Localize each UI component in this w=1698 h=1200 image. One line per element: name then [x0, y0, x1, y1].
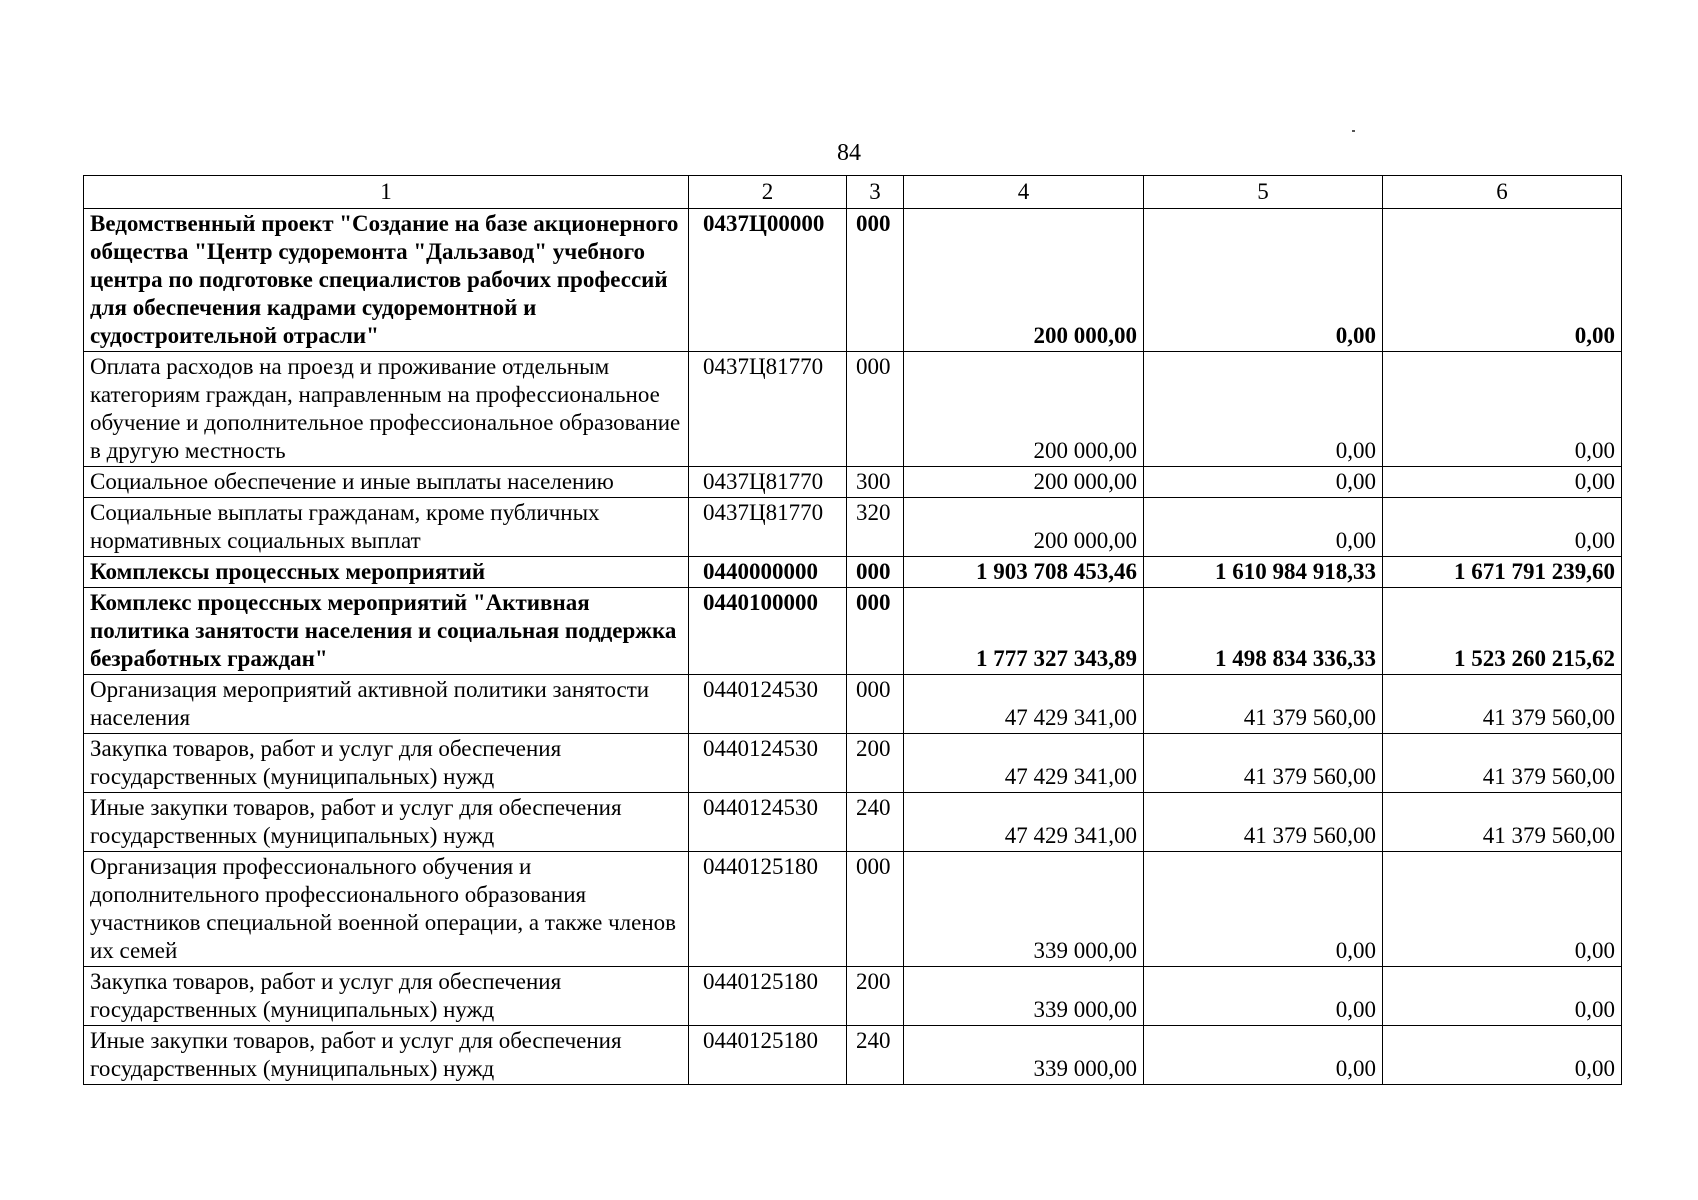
row-name: Закупка товаров, работ и услуг для обеспечения государственных (муниципальных) нужд — [84, 967, 689, 1026]
amount-col-5: 0,00 — [1144, 498, 1383, 557]
table-row — [84, 467, 1622, 498]
target-article-code: 0440000000 — [689, 557, 847, 588]
expense-type-code: 000 — [847, 588, 904, 675]
column-number-1: 1 — [84, 176, 689, 209]
amount-col-5: 0,00 — [1144, 209, 1383, 352]
row-name: Иные закупки товаров, работ и услуг для обеспечения государственных (муниципальных) нужд — [84, 793, 689, 852]
expense-type-code: 240 — [847, 1026, 904, 1085]
table-row — [84, 557, 1622, 588]
table-row — [84, 209, 1622, 352]
amount-col-6: 0,00 — [1383, 1026, 1622, 1085]
table-row — [84, 1026, 1622, 1085]
amount-col-6: 0,00 — [1383, 209, 1622, 352]
expense-type-code: 000 — [847, 209, 904, 352]
amount-col-6: 0,00 — [1383, 352, 1622, 467]
column-number-2: 2 — [689, 176, 847, 209]
amount-col-5: 41 379 560,00 — [1144, 734, 1383, 793]
target-article-code: 0437Ц81770 — [689, 467, 847, 498]
table-row — [84, 675, 1622, 734]
target-article-code: 0437Ц00000 — [689, 209, 847, 352]
page-number: 84 — [837, 140, 861, 166]
table-row — [84, 352, 1622, 467]
table-row — [84, 793, 1622, 852]
row-name: Организация профессионального обучения и дополнительного профессионального образования участников специальной военной операции, а также членов их семей — [84, 852, 689, 967]
target-article-code: 0440125180 — [689, 1026, 847, 1085]
table-row — [84, 498, 1622, 557]
row-name: Ведомственный проект "Создание на базе акционерного общества "Центр судоремонта "Дальзавод" учебного центра по подготовке специалистов рабочих профессий для обеспечения кадрами судоремонтной и судостроительной отрасли" — [84, 209, 689, 352]
target-article-code: 0437Ц81770 — [689, 352, 847, 467]
expense-type-code: 000 — [847, 675, 904, 734]
amount-col-5: 0,00 — [1144, 852, 1383, 967]
amount-col-6: 41 379 560,00 — [1383, 734, 1622, 793]
expense-type-code: 240 — [847, 793, 904, 852]
column-number-4: 4 — [904, 176, 1144, 209]
target-article-code: 0437Ц81770 — [689, 498, 847, 557]
table-row — [84, 852, 1622, 967]
target-article-code: 0440124530 — [689, 734, 847, 793]
amount-col-4: 47 429 341,00 — [904, 793, 1144, 852]
amount-col-4: 339 000,00 — [904, 852, 1144, 967]
amount-col-5: 0,00 — [1144, 1026, 1383, 1085]
row-name: Социальное обеспечение и иные выплаты населению — [84, 467, 689, 498]
amount-col-5: 1 498 834 336,33 — [1144, 588, 1383, 675]
amount-col-5: 0,00 — [1144, 352, 1383, 467]
target-article-code: 0440125180 — [689, 967, 847, 1026]
expense-type-code: 000 — [847, 852, 904, 967]
expense-type-code: 000 — [847, 352, 904, 467]
amount-col-6: 1 671 791 239,60 — [1383, 557, 1622, 588]
amount-col-4: 200 000,00 — [904, 467, 1144, 498]
expense-type-code: 300 — [847, 467, 904, 498]
amount-col-6: 41 379 560,00 — [1383, 675, 1622, 734]
table-row — [84, 967, 1622, 1026]
amount-col-6: 0,00 — [1383, 852, 1622, 967]
table-row — [84, 588, 1622, 675]
amount-col-6: 1 523 260 215,62 — [1383, 588, 1622, 675]
amount-col-4: 200 000,00 — [904, 209, 1144, 352]
row-name: Комплексы процессных мероприятий — [84, 557, 689, 588]
target-article-code: 0440100000 — [689, 588, 847, 675]
expense-type-code: 000 — [847, 557, 904, 588]
row-name: Организация мероприятий активной политики занятости населения — [84, 675, 689, 734]
amount-col-4: 1 903 708 453,46 — [904, 557, 1144, 588]
amount-col-4: 1 777 327 343,89 — [904, 588, 1144, 675]
column-number-6: 6 — [1383, 176, 1622, 209]
row-name: Закупка товаров, работ и услуг для обеспечения государственных (муниципальных) нужд — [84, 734, 689, 793]
table-row — [84, 734, 1622, 793]
amount-col-6: 0,00 — [1383, 967, 1622, 1026]
amount-col-6: 41 379 560,00 — [1383, 793, 1622, 852]
amount-col-5: 1 610 984 918,33 — [1144, 557, 1383, 588]
amount-col-5: 0,00 — [1144, 467, 1383, 498]
target-article-code: 0440125180 — [689, 852, 847, 967]
column-number-row — [84, 176, 1622, 209]
amount-col-4: 47 429 341,00 — [904, 675, 1144, 734]
target-article-code: 0440124530 — [689, 793, 847, 852]
row-name: Иные закупки товаров, работ и услуг для обеспечения государственных (муниципальных) нужд — [84, 1026, 689, 1085]
amount-col-6: 0,00 — [1383, 498, 1622, 557]
scan-speck — [1352, 130, 1355, 132]
row-name: Оплата расходов на проезд и проживание отдельным категориям граждан, направленным на профессиональное обучение и дополнительное профессиональное образование в другую местность — [84, 352, 689, 467]
amount-col-5: 41 379 560,00 — [1144, 675, 1383, 734]
row-name: Комплекс процессных мероприятий "Активная политика занятости населения и социальная поддержка безработных граждан" — [84, 588, 689, 675]
column-number-5: 5 — [1144, 176, 1383, 209]
amount-col-5: 41 379 560,00 — [1144, 793, 1383, 852]
expense-type-code: 200 — [847, 967, 904, 1026]
row-name: Социальные выплаты гражданам, кроме публичных нормативных социальных выплат — [84, 498, 689, 557]
amount-col-4: 47 429 341,00 — [904, 734, 1144, 793]
amount-col-4: 200 000,00 — [904, 498, 1144, 557]
column-number-3: 3 — [847, 176, 904, 209]
expense-type-code: 320 — [847, 498, 904, 557]
amount-col-4: 339 000,00 — [904, 1026, 1144, 1085]
expense-type-code: 200 — [847, 734, 904, 793]
budget-table — [83, 175, 1622, 1085]
amount-col-4: 200 000,00 — [904, 352, 1144, 467]
amount-col-6: 0,00 — [1383, 467, 1622, 498]
amount-col-5: 0,00 — [1144, 967, 1383, 1026]
target-article-code: 0440124530 — [689, 675, 847, 734]
amount-col-4: 339 000,00 — [904, 967, 1144, 1026]
